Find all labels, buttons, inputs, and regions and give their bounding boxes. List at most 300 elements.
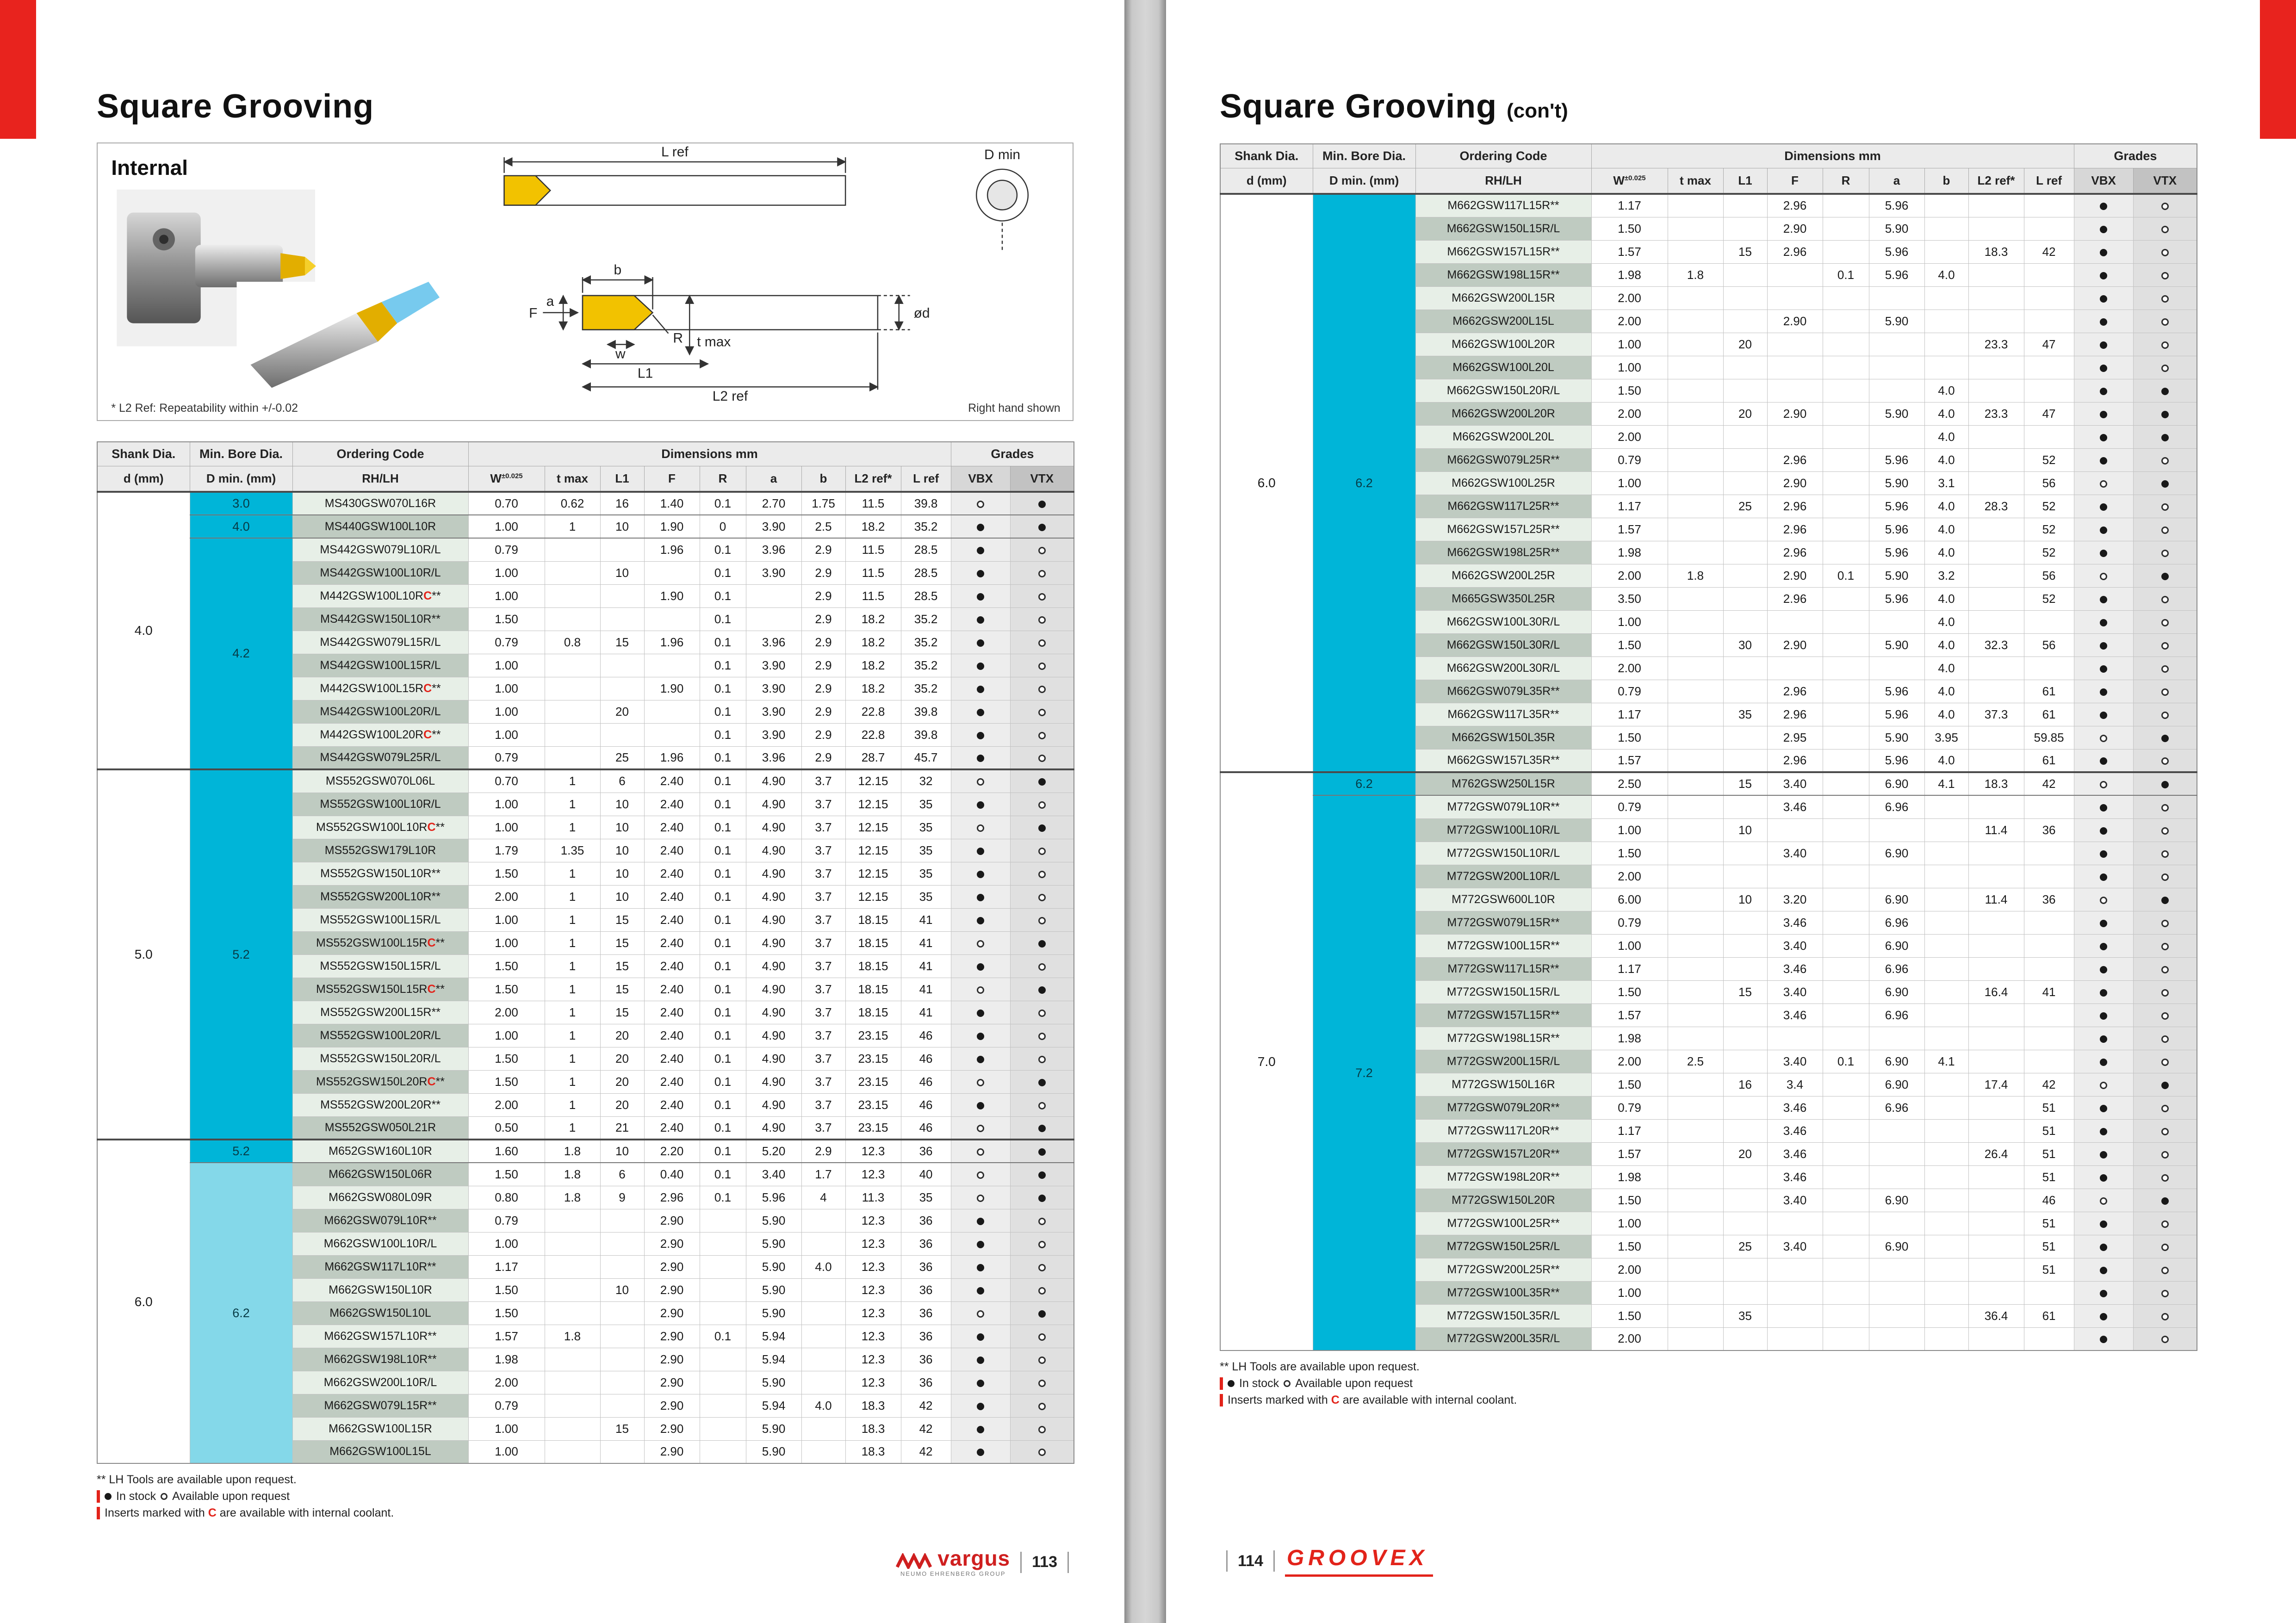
dimension-cell: 46 [901,1116,951,1140]
dimension-cell [1668,818,1723,842]
vbx-stock-dot [977,801,984,809]
ordering-code-cell: M662GSW198L15R** [1415,263,1591,286]
vtx-stock-dot [1038,639,1046,647]
dimension-cell [644,654,700,677]
dimension-cell: 5.96 [1869,541,1924,564]
vtx-cell [2133,1004,2197,1027]
dimension-cell [1723,1027,1767,1050]
vbx-stock-dot [2100,1059,2107,1066]
vtx-cell [2133,286,2197,310]
vbx-stock-dot [977,1426,984,1433]
dimension-cell: 1.8 [545,1186,600,1209]
dimension-cell [1668,471,1723,495]
dimension-cell: 28.3 [1968,495,2024,518]
dimension-cell [1723,518,1767,541]
dimension-cell: 46 [901,1047,951,1070]
dimension-cell [1968,1258,2024,1281]
dimension-cell [1668,1327,1723,1350]
dimension-cell: 2.90 [644,1417,700,1440]
vbx-stock-dot [2100,850,2107,858]
dimension-cell: 35 [901,1186,951,1209]
vtx-stock-dot [1038,616,1046,624]
dimension-cell [545,1278,600,1301]
dimension-cell: 56 [2024,633,2074,657]
dimension-cell: 5.90 [1869,310,1924,333]
vtx-cell [2133,680,2197,703]
dimension-cell: 1.00 [468,700,545,723]
ordering-code-cell: M442GSW100L10RC** [292,584,468,607]
ordering-code-cell: M662GSW150L20R/L [1415,379,1591,402]
ordering-code-cell: M772GSW150L16R [1415,1073,1591,1096]
dimension-cell: 12.3 [845,1140,901,1163]
vbx-stock-dot [977,1449,984,1456]
dimension-cell: 2.00 [468,1371,545,1394]
vbx-stock-dot [2100,1336,2107,1343]
label-dmin: D min [984,147,1021,162]
dimension-cell: 5.90 [1869,726,1924,749]
vbx-stock-dot [977,755,984,762]
dimension-cell: 2.40 [644,954,700,978]
dimension-cell [2024,379,2074,402]
vbx-cell [2074,633,2133,657]
dimension-cell: 5.90 [746,1371,801,1394]
dimension-cell: 3.96 [746,746,801,769]
vargus-logo-subtext: NEUMO EHRENBERG GROUP [900,1570,1006,1577]
vtx-cell [2133,610,2197,633]
vtx-cell [1010,561,1074,584]
vtx-cell [1010,816,1074,839]
vbx-cell [2074,518,2133,541]
dimension-cell: 2.00 [1591,865,1668,888]
ordering-code-cell: M662GSW150L15R/L [1415,217,1591,240]
dimension-cell: 2.9 [801,1140,845,1163]
dimension-cell: 4 [801,1186,845,1209]
dimension-cell: 35.2 [901,677,951,700]
ordering-code-cell: M772GSW150L15R/L [1415,980,1591,1004]
dimension-cell [1869,818,1924,842]
dimension-cell: 4.90 [746,931,801,954]
header-vbx: VBX [2074,168,2133,194]
header-dmin-mm: D min. (mm) [1313,168,1415,194]
dimension-cell: 2.40 [644,1070,700,1093]
dimension-cell: 18.3 [1968,772,2024,795]
vbx-cell [951,1255,1010,1278]
vtx-stock-dot [2161,550,2169,557]
ordering-code-cell: MS552GSW150L15R/L [292,954,468,978]
vtx-cell [2133,980,2197,1004]
dimension-cell: 18.15 [845,1001,901,1024]
dimension-cell [1968,448,2024,471]
dimension-cell: 0.1 [1823,1050,1869,1073]
dimension-cell: 3.96 [746,631,801,654]
header-dimensions: Dimensions mm [1591,144,2074,168]
dimension-cell: 2.90 [644,1301,700,1325]
vbx-stock-dot [977,1033,984,1040]
vbx-cell [2074,795,2133,818]
dimension-cell: 2.40 [644,885,700,908]
dimension-cell [1723,865,1767,888]
dimension-cell [600,1209,644,1232]
dimension-cell [545,1440,600,1463]
ordering-code-cell: M772GSW200L15R/L [1415,1050,1591,1073]
vbx-stock-dot [977,524,984,531]
dimension-cell: 6.90 [1869,980,1924,1004]
vtx-cell [1010,908,1074,931]
dimension-cell [1668,1119,1723,1142]
dimension-cell: 56 [2024,471,2074,495]
dimension-cell: 0.70 [468,492,545,515]
vtx-cell [1010,978,1074,1001]
vtx-cell [2133,402,2197,425]
dimension-cell [700,1232,746,1255]
vbx-cell [2074,1258,2133,1281]
dimension-cell: 1.50 [468,1070,545,1093]
dimension-cell: 51 [2024,1142,2074,1165]
dimension-cell: 5.96 [746,1186,801,1209]
vbx-stock-dot [977,1380,984,1387]
label-tmax: t max [697,334,731,350]
open-dot-icon [1284,1380,1291,1387]
dimension-cell: 3.7 [801,885,845,908]
dimension-cell [2024,425,2074,448]
dimension-cell: 0.1 [700,839,746,862]
internal-tool-illustration [98,143,1073,420]
vtx-stock-dot [2161,989,2169,997]
vbx-cell [951,1278,1010,1301]
header-b: b [801,466,845,492]
vbx-stock-dot [977,986,984,994]
vbx-cell [2074,1096,2133,1119]
dimension-cell: 1 [545,885,600,908]
dimension-cell [1723,425,1767,448]
ordering-code-cell: M772GSW150L35R/L [1415,1304,1591,1327]
dimension-cell: 2.96 [1767,194,1823,217]
vtx-stock-dot [2161,249,2169,256]
dimension-cell [1823,1212,1869,1235]
vbx-stock-dot [2100,735,2107,742]
dimension-cell [1668,217,1723,240]
dimension-cell: 4.0 [1924,587,1968,610]
vbx-cell [2074,263,2133,286]
vtx-cell [1010,1325,1074,1348]
legend-available: Available upon request [1295,1377,1413,1390]
dimension-cell: 0.79 [468,538,545,561]
dimension-cell [1968,1119,2024,1142]
dimension-cell: 4.90 [746,1024,801,1047]
vtx-stock-dot [2161,1244,2169,1251]
ordering-code-cell: M662GSW117L35R** [1415,703,1591,726]
header-l1: L1 [1723,168,1767,194]
vbx-cell [2074,541,2133,564]
dimension-cell: 2.00 [468,885,545,908]
vbx-stock-dot [2100,1082,2107,1089]
dimension-cell [1723,1189,1767,1212]
dimension-cell: 10 [600,885,644,908]
dimension-cell: 15 [600,1417,644,1440]
vtx-cell [1010,1417,1074,1440]
dimension-cell: 0.79 [1591,795,1668,818]
dimension-cell [1924,957,1968,980]
vtx-stock-dot [1038,732,1046,739]
vbx-cell [951,908,1010,931]
vtx-stock-dot [1038,1426,1046,1433]
page-number: 113 [1032,1553,1057,1571]
dimension-cell: 36 [901,1140,951,1163]
dimension-cell [1968,379,2024,402]
dimension-cell: 4.0 [1924,425,1968,448]
dimension-cell: 2.96 [1767,749,1823,772]
dimension-cell: 4.90 [746,908,801,931]
dimension-cell [1968,934,2024,957]
vtx-stock-dot [1038,1264,1046,1271]
dimension-cell [1668,1281,1723,1304]
dimension-cell: 0.1 [700,631,746,654]
dimension-cell: 25 [1723,495,1767,518]
dimension-cell: 36 [2024,818,2074,842]
dimension-cell: 1.75 [801,492,845,515]
vtx-stock-dot [1038,1148,1046,1156]
dimension-cell [600,1394,644,1417]
dimension-cell [1668,379,1723,402]
dimension-cell [1823,1119,1869,1142]
dimension-cell [545,746,600,769]
dimension-cell [1924,1073,1968,1096]
vbx-cell [2074,356,2133,379]
dimension-cell [1668,518,1723,541]
dimension-cell: 4.90 [746,885,801,908]
header-min-bore-dia: Min. Bore Dia. [190,442,292,466]
dimension-cell: 1.00 [468,584,545,607]
dimension-cell: 5.96 [1869,263,1924,286]
dimension-cell: 46 [2024,1189,2074,1212]
dimension-cell: 1.00 [468,931,545,954]
min-bore-cell: 3.0 [190,492,292,515]
dimension-cell [1823,1027,1869,1050]
vbx-stock-dot [977,894,984,901]
dimension-cell [1924,356,1968,379]
dimension-cell [1723,842,1767,865]
vtx-cell [2133,633,2197,657]
vbx-stock-dot [2100,712,2107,719]
dimension-cell: 12.15 [845,769,901,793]
dimension-cell: 36 [2024,888,2074,911]
dimension-cell: 3.90 [746,700,801,723]
dimension-cell [2024,1004,2074,1027]
dimension-cell: 3.20 [1767,888,1823,911]
dimension-cell: 2.90 [644,1232,700,1255]
dimension-cell: 36 [901,1255,951,1278]
dimension-cell [1968,842,2024,865]
dimension-cell [1869,379,1924,402]
label-od: ød [913,305,930,321]
vtx-stock-dot [1038,1241,1046,1248]
vtx-stock-dot [2161,388,2169,395]
dimension-cell: 18.2 [845,654,901,677]
dimension-cell [1668,726,1723,749]
dimension-cell [1924,795,1968,818]
dimension-cell [1869,356,1924,379]
vtx-cell [2133,541,2197,564]
dimension-cell [2024,1050,2074,1073]
dimension-cell: 10 [600,561,644,584]
vbx-cell [951,1232,1010,1255]
dimension-cell [1767,333,1823,356]
vtx-stock-dot [2161,295,2169,303]
legend-in-stock: In stock [1239,1377,1279,1390]
vbx-stock-dot [977,686,984,693]
dimension-cell [1924,1142,1968,1165]
ordering-code-cell: M772GSW100L35R** [1415,1281,1591,1304]
vtx-cell [2133,263,2197,286]
filled-dot-icon [105,1493,112,1500]
dimension-cell [1723,1212,1767,1235]
dimension-cell: 56 [2024,564,2074,587]
dimension-cell: 0.79 [1591,448,1668,471]
header-l-ref: L ref [2024,168,2074,194]
vtx-cell [2133,1027,2197,1050]
dimension-cell: 23.3 [1968,402,2024,425]
header-w: $W^{\pm 0.025}$ [1591,168,1668,194]
vbx-stock-dot [2100,365,2107,372]
vbx-cell [2074,1281,2133,1304]
dimension-cell: 2.9 [801,677,845,700]
dimension-cell [1823,1189,1869,1212]
ordering-code-cell: M662GSW100L20R [1415,333,1591,356]
red-bar-icon [97,1507,100,1519]
dimension-cell: 0.1 [700,1093,746,1116]
dimension-cell: 5.94 [746,1348,801,1371]
dimension-cell [1767,379,1823,402]
dimension-cell: 3.7 [801,954,845,978]
dimension-cell: 11.4 [1968,888,2024,911]
vbx-cell [951,769,1010,793]
ordering-code-cell: MS552GSW150L20RC** [292,1070,468,1093]
vtx-cell [1010,1440,1074,1463]
dimension-cell: 1.00 [1591,1281,1668,1304]
table-header-columns [1220,168,2197,194]
vtx-cell [1010,1232,1074,1255]
vtx-stock-dot [2161,480,2169,488]
dimension-cell: 3.40 [1767,934,1823,957]
dimension-cell [801,1232,845,1255]
dimension-cell [1723,1096,1767,1119]
dimension-cell: 2.96 [1767,240,1823,263]
spec-table [1220,143,2197,1351]
dimension-cell: 4.0 [1924,518,1968,541]
vtx-stock-dot [1038,848,1046,855]
coolant-c-mark: C [208,1506,217,1519]
dimension-cell: 23.15 [845,1070,901,1093]
dimension-cell: 1 [545,769,600,793]
dimension-cell [1723,541,1767,564]
coolant-c-mark: C [1331,1394,1340,1406]
dimension-cell [700,1209,746,1232]
page-number: 114 [1238,1552,1263,1570]
dimension-cell: 0 [700,515,746,538]
dimension-cell: 5.90 [1869,564,1924,587]
vtx-stock-dot [2161,1197,2169,1205]
header-ordering-code: Ordering Code [292,442,468,466]
vtx-cell [2133,1235,2197,1258]
vbx-stock-dot [2100,1244,2107,1251]
dimension-cell: 1.90 [644,677,700,700]
vtx-stock-dot [1038,940,1046,948]
dimension-cell [600,677,644,700]
dimension-cell [1668,194,1723,217]
dimension-cell: 0.1 [700,793,746,816]
dimension-cell: 5.90 [1869,402,1924,425]
vtx-cell [1010,746,1074,769]
dimension-cell: 1.50 [1591,1304,1668,1327]
dimension-cell: 3.40 [1767,1235,1823,1258]
vbx-cell [2074,448,2133,471]
divider-rule [1226,1550,1228,1572]
dimension-cell: 1.50 [468,1301,545,1325]
dimension-cell: 4.1 [1924,772,1968,795]
dimension-cell: 3.46 [1767,1096,1823,1119]
legend-available: Available upon request [172,1490,290,1503]
dimension-cell: 2.40 [644,793,700,816]
table-row [97,1140,1074,1163]
dimension-cell: 3.40 [1767,842,1823,865]
dimension-cell: 2.00 [1591,657,1668,680]
dimension-cell: 2.40 [644,1024,700,1047]
dimension-cell: 41 [901,908,951,931]
dimension-cell: 12.3 [845,1255,901,1278]
dimension-cell: 1.98 [468,1348,545,1371]
header-min-bore-dia: Min. Bore Dia. [1313,144,1415,168]
vtx-stock-dot [1038,917,1046,924]
dimension-cell: 2.40 [644,862,700,885]
dimension-cell: 42 [2024,1073,2074,1096]
dimension-cell: 0.70 [468,769,545,793]
vtx-stock-dot [1038,871,1046,878]
ordering-code-cell: M772GSW100L10R/L [1415,818,1591,842]
dimension-cell: 39.8 [901,700,951,723]
vtx-cell [1010,1163,1074,1186]
dimension-cell: 20 [600,1047,644,1070]
label-r: R [673,330,683,346]
vbx-cell [2074,1050,2133,1073]
bore-circle [976,169,1028,252]
dimension-cell [1823,726,1869,749]
dimension-cell: 10 [600,862,644,885]
dimension-cell: 4.0 [1924,633,1968,657]
vtx-stock-dot [1038,1357,1046,1364]
dimension-cell: 1 [545,908,600,931]
dimension-cell: 4.0 [1924,657,1968,680]
dimension-cell: 4.90 [746,862,801,885]
table-row [97,538,1074,561]
dimension-cell: 1.8 [545,1163,600,1186]
vbx-stock-dot [977,940,984,948]
dimension-cell [1767,818,1823,842]
header-grades: Grades [2074,144,2197,168]
ordering-code-cell: M662GSW200L20R [1415,402,1591,425]
dimension-cell: 47 [2024,333,2074,356]
dimension-cell: 35 [1723,703,1767,726]
vtx-cell [1010,607,1074,631]
dimension-cell [1968,726,2024,749]
legend-in-stock: In stock [116,1490,156,1503]
vtx-cell [2133,795,2197,818]
dimension-cell [1823,1281,1869,1304]
header-vtx: VTX [2133,168,2197,194]
ordering-code-cell: MS552GSW150L20R/L [292,1047,468,1070]
dimension-cell: 1.40 [644,492,700,515]
dimension-cell [1869,286,1924,310]
dimension-cell: 0.1 [700,492,746,515]
